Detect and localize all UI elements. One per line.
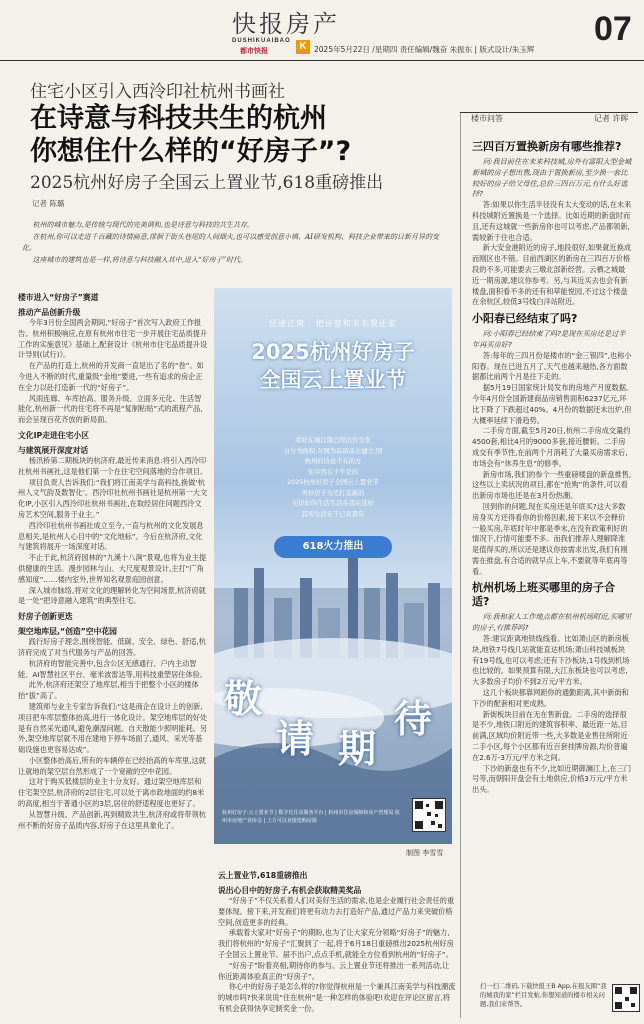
paragraph: 答:每年的三四月份是楼市的“金三银四”,也称小阳春。现在已进五月了,天气也越来越热,各方面数据都比前两个月是往下走的。 — [472, 350, 632, 382]
event-poster — [214, 288, 452, 844]
article-headline — [30, 102, 351, 168]
brand-name: 都市快报 — [240, 47, 268, 55]
paragraph: 新街板块目前在无在售新盘。二手房的选择很是不少,地铁口附近的建筑容积率、最近距一站,目前满,区域均价附近带一些,大多数是业售住所附近二手小区,每个小区都有近百套挂牌房源,均价普遍在2.6万-3万元/平方米之间。 — [472, 709, 628, 762]
paragraph: 新大安金港附近的房子,地段很好,如果就近换成而刚区也不错。目前西湖区的新房在三四百万价格段的不多,可能要去三墩北部新经营。云栖之城最近一期房源,建议你参考。另,与其近买去也会有新楼盘,面积看不多的还有和萃能悦园,不过这个楼盘在余杭区,较低3号线白洋站附近。 — [472, 243, 632, 307]
paragraph: 答:如果以你生活半径没有太大变动的话,在未来科技城附近置换是一个选择。比如近期的新盘时而且,还有这城就一些新房你也可以考虑,产品都领新,需较新于住也合适。 — [472, 200, 632, 242]
paragraph: 承载着大家对“好房子”的期盼,也为了让大家充分领略“好房子”的魅力,我们将杭州的“好房子”汇聚到了一起,将于6月18日重磅推出2025杭州好房子全国云上置业节。届不出户,点点手机,就能全方位看到杭州的“好房子”。 — [218, 928, 454, 959]
qa-question: 问:小阳春已经结束了吗?是现在买房还是过半年再买房好? — [472, 329, 626, 349]
paragraph: 此外,杭济府还架空了地库层,相当于把整个小区的楼体抬“拔”高了。 — [18, 680, 199, 701]
poster-line: 2025杭州好房子全国云上置业节 — [287, 479, 379, 486]
poster-big-char: 请 — [276, 716, 315, 761]
qa-column — [472, 136, 632, 976]
headline-line-1: 在诗意与科技共生的杭州 — [30, 103, 327, 134]
article-subhead: 2025杭州好房子全国云上置业节,618重磅推出 — [30, 173, 384, 193]
poster-line: 其实生活在于已在我年 — [301, 510, 365, 518]
paragraph: 风雨连廊、车库抬高、服务升级、立面多元化、生活智能化,杭州新一代的住宅将不再是“复制粘贴”式的流程产品,而会呈现百花齐放的新局面。 — [18, 393, 203, 425]
paragraph: 建筑师与业主专家告诉我们:“这是商企在设计上的创新,项目把车库层整体抬高,进行一体化设计。架空地库层的好处是有自然采光通风,避免潮湿问题。自天散能少照明能耗。另外,架空地库层就不用在建地下停车场面了,通风、采光等基础设施也更容易达成”。 — [18, 701, 208, 755]
qa-question: 问:我目前住在未来科技城,房外有富阳大型金城新城的房子想出售,现由于置换新房,至少换一套比较好的房子给父母住,总价三四百万元,有什么好选择? — [472, 157, 632, 199]
poster-line: 看好在城江南已经出台全发 — [295, 437, 371, 444]
paragraph: 据5月19日国家统计局发布的房地产月度数据,今年4月份全国新建商品房销售面积6237亿元,环比下降了下跌超过40%。4月份的数据还未出炉,但大概率延续下滑趋势。 — [472, 383, 632, 425]
qa-question: 问:我和家人工作地点都在杭州机场附近,买哪里的房子,有推荐吗? — [472, 612, 632, 633]
poster-title-line-1: 2025杭州好房子 — [251, 340, 415, 364]
poster-big-char: 待 — [394, 696, 433, 741]
paragraph: 从智慧升级、产品创新,再到精致共生,杭济府或将带领杭州不断的好房子品质内容,好房子在这里具象化了。 — [18, 809, 206, 830]
section-heading: 文化IP走进住宅小区 — [18, 430, 89, 440]
paragraph: 答:建议距离地铁线线看。比如萧山区的新房板块,地铁7号线几站就能直达机场;萧山科技城板块有19号线,也可以考虑;还有下沙板块,1号线到机场也比较的。如果预算有限,大江东板块也可以考虑,大多数房子均价不到2万元/平方米。 — [472, 634, 630, 687]
promo-qr-code-icon — [612, 984, 640, 1012]
app-promo: 扫一扫二维码,下载快报王B App,在报友圈“我的城我的家”栏目发帖,你想知道的楼市相关问题,我们来帮答。 — [480, 983, 607, 1008]
paragraph: 这几个板块都靠网距你的通勤距离,其中新街和下沙的配套相对更成熟。 — [472, 688, 629, 708]
poster-title — [214, 338, 452, 394]
brand-pinyin: DUSHIKUAIBAO — [232, 38, 291, 44]
poster-line: 见识好的生活生活在我在选好 — [292, 500, 374, 507]
paragraph: 回到你的问题,现在买房还是年底买?这大多数房身买方还得看你的价格因素,接下来以不会释价一般买房,年底时年中都是季末,在没有政策利好的情况下,行情可能要不多。而我们推荐人理解降准是值得买的,所以还是建议你按需求出发,我们有刚需在推盘,有合适的就早点上车,不要就等年底再等看。 — [472, 501, 628, 576]
poster-line: 世好房子为宅打选新的 — [301, 489, 365, 497]
paragraph: 这对于购买低楼层的业主十分友好。通过架空地库层和住宅架空层,杭济府的2层住宅,可以处于离市政地面的约8米的高度,相当于普通小区的3层,居住的舒适程度也更好了。 — [18, 777, 205, 809]
paragraph: 西泠印社杭州书画社成立至今,一直与杭州的文化发展息息相关,是杭州人心目中的“文化地标”。今后在杭济府,文化与建筑将展开一场深度对话。 — [18, 520, 204, 552]
poster-big-char: 期 — [338, 726, 377, 771]
paragraph: 小区整体抬高后,所有的车辆停在已经抬高的车库里,这就让就地的架空层自然形成了一个宽敞的空中花园。 — [18, 755, 206, 776]
section-heading: 云上置业节,618重磅推出 — [218, 871, 308, 880]
paragraph: 深入城市脉络,将对文化的理解转化为空间场景,杭济府就是一处“把诗意融入建筑”的典型住宅。 — [18, 585, 206, 606]
page-number: 07 — [594, 10, 632, 48]
lead-paragraph: 在杭州,你可以走进千百藏的诗情画意,徘徊于街头巷尾的人间烟火,也可以感受创意小镇、AI研发机构、科技企业带来的日新月异的变化。 — [22, 233, 439, 252]
section-heading: 与建筑展开深度对话 — [18, 445, 89, 455]
article-byline: 记者 陈璐 — [32, 199, 65, 208]
article-kicker: 住宅小区引入西泠印社杭州书画社 — [30, 82, 285, 102]
paragraph: 杨汛桥第二期板块的杭济府,最近传来消息:将引入西泠印社杭州书画社,这是他们第一个在住宅空间落地的合作项目。 — [18, 455, 208, 476]
poster-footer-text: 杭州好房子·云上置业节 | 数字化住房服务平台 | 杭州市住房保障和房产管理局 杭州市房地产业协会 | 上方可以直接选购房源 — [222, 810, 400, 824]
section-heading: 好房子创新更迭 — [18, 612, 73, 622]
lead-paragraph: 这座城市的建筑也是一样,将诗意与科技融入其中,进入“好房子”时代。 — [32, 256, 248, 264]
qr-code-icon — [412, 798, 446, 832]
middle-article-column — [218, 866, 456, 1018]
section-title: 快报房产 — [232, 10, 340, 38]
paragraph: 项目负责人告诉我们:“我们将江南美学与高科技,换做‘杭州人文气韵及数智化’。西泠印社杭州书画社是杭州第一大文化IP,小区引入西泠印社杭州书画社,在取经居住问题西泠文房艺术空间,服务于业主。” — [18, 477, 208, 519]
qa-section-label: 楼市问答 — [471, 114, 503, 123]
poster-line: 自分为面积,在国为品质品会建立,国 — [283, 447, 383, 455]
paragraph: “好房子”盼着亮相,期待你的参与。云上置业节还将推出一系列活动,让你近距离体验真正的“好房子”。 — [218, 960, 450, 981]
paragraph: “好房子”不仅关系着人们对美好生活的需求,也是企业履行社会责任的重要体现。接下来,开发商们将更有动力去打造好产品,通过产品力来突破价格空间,创造更多的经典。 — [218, 896, 455, 927]
paragraph: 今年3月份全国两会期间,“好房子”首次写入政府工作报告。杭州积极响应,在原有杭州市住宅一步开展住宅品质提升工作的实施意见》基础上,配套设计《杭州市住宅品质提升设计导则(试行)》。 — [18, 318, 208, 360]
qa-reporter: 记者 许晖 — [594, 114, 629, 123]
paragraph: 不止于此,杭济府园林的“九溪十八涧”景观,也将为业主提供健康的生活。漫步园林与山、大尺度观景设计,主打“广角感知度”……楼内室外,世界知名观景庭园创意。 — [18, 553, 207, 584]
lead-paragraph: 杭州的城市魅力,是传统与现代的完美调和,也是诗意与科技的共生共存。 — [32, 221, 254, 229]
poster-big-char: 敬 — [224, 676, 263, 721]
header-rule — [0, 60, 644, 61]
headline-line-2: 你想住什么样的“好房子”? — [30, 136, 352, 167]
paragraph: 二手房方面,截至5月20日,杭州二手房成交量约4500套,相比4月的9000多套,接近腰斩。二手房成交有季节性,在前两个月消耗了大量买房需求后,市场会有“休养生息”的修季。 — [472, 426, 631, 468]
left-article-column — [18, 288, 208, 1016]
poster-line: 住存然在于不是的 — [307, 468, 359, 476]
qa-heading: 三四百万置换新房有哪些推荐? — [472, 140, 622, 153]
qa-heading: 小阳春已经结束了吗? — [472, 312, 578, 326]
section-heading: 架空地库层,“创造”空中花园 — [18, 627, 117, 637]
column-divider — [460, 112, 461, 1018]
section-heading: 楼市进入“好房子”赛道 — [18, 293, 99, 302]
issue-meta: 2025年5月22日 /星期四 责任编辑/魏奋 朱振东 | 版式设计/朱玉辉 — [314, 45, 535, 54]
poster-line: 杭州的诗意不在的方 — [304, 458, 362, 465]
paragraph: 新房市场,我们的参个一些重磅楼盘的新盘推售,这些以上卖状况的项目,都在“抢购”的条件,可以看出新房市场也还是在3月份热潮。 — [472, 469, 632, 501]
paragraph: 杭济府的智能完善中,包含公区无感通行、户内主动智能、AI智慧社区平台、毫米波雷达等,用科技重塑居住体验。 — [18, 658, 208, 679]
qa-heading: 杭州机场上班买哪里的房子合适? — [472, 581, 615, 609]
poster-description — [214, 436, 452, 520]
brand-logo-icon: K — [296, 40, 310, 54]
article-lead — [22, 220, 452, 267]
paragraph: 在产品的打造上,杭州的开发商一直是出了名的“卷”。如今进入不断的时代,重量级“金地”要进,一些有追求的房企正在全力以赴打造新一代的“好房子”。 — [18, 361, 204, 392]
image-credit: 制图 李雪雪 — [406, 849, 444, 857]
paragraph: 践行好房子理念,围绕智能、低碳、安全、绿色、舒适,杭济府完成了对当代服务与产品的回答。 — [18, 637, 206, 657]
poster-title-line-2: 全国云上置业节 — [259, 368, 407, 392]
paragraph: 下沙的新盘也有不少,比如近期御澜江上,在三门号等,而朝阳开盘会有土地供应,价格3万元/平方米出头。 — [472, 763, 632, 795]
section-heading: 说出心目中的好房子,有机会获取精美奖品 — [218, 886, 362, 895]
poster-badge: 618火力推出 — [274, 536, 392, 558]
section-heading: 推动产品创新升级 — [18, 308, 81, 317]
poster-slogan: 住进江南 · 把诗意和未来我还家 — [269, 319, 397, 328]
paragraph: 你心中的好房子是怎么样的?你觉得杭州是一个兼具江南美学与科技潮流的城市吗?快来说说“住在杭州”是一种怎样的体验吧!欢迎在评论区留言,将有机会获得快享定制奖金一份。 — [218, 982, 456, 1013]
